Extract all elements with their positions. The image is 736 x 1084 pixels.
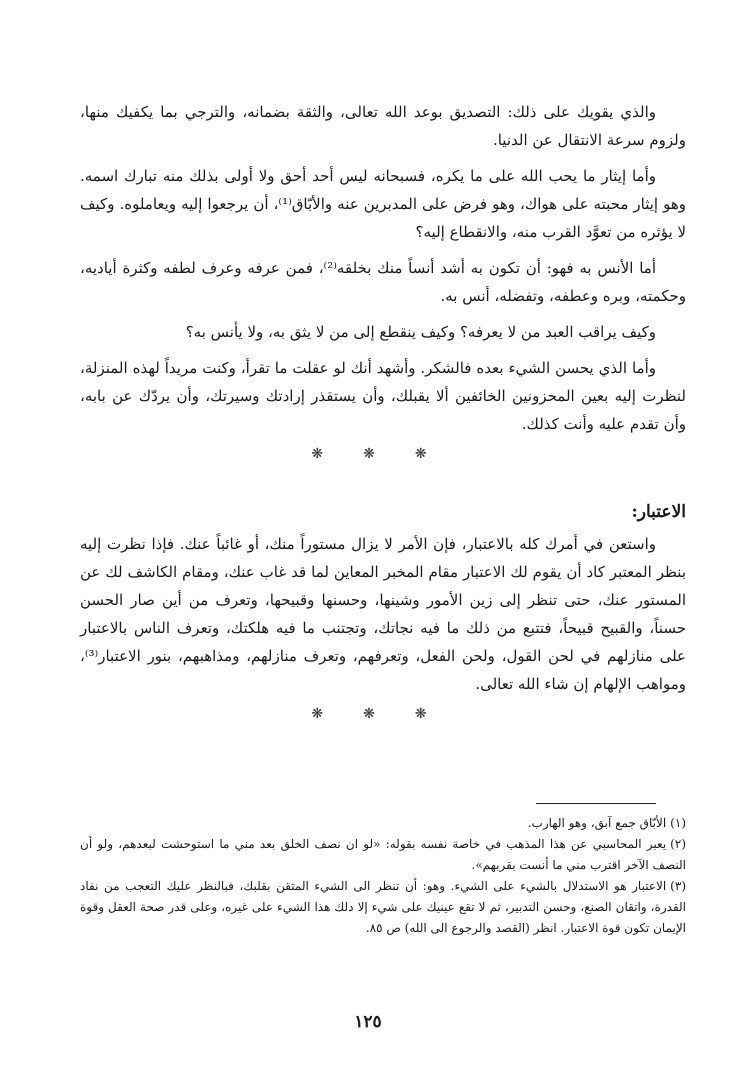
paragraph-4: وكيف يراقب العبد من لا يعرفه؟ وكيف ينقطع إلى من لا يثق به، ولا يأنس به؟ xyxy=(185,323,656,341)
paragraph-5: وأما الذي يحسن الشيء بعده فالشكر. وأشهد أنك لو عقلت ما تقرأ، وكنت مريداً لهذه المنزلة، لنظرت إليه بعين المحزونين الخائفين ألا يقبلك، وأن يستقذر إرادتك وسيرتك، وأن يردّك عن بابه، وأن تقدم عليه وأنت كذلك. xyxy=(80,359,686,433)
footnote-3 xyxy=(80,876,686,939)
star-ornament: ❋ xyxy=(311,446,352,462)
section-separator-2 xyxy=(80,700,686,728)
section-heading: الاعتبار: xyxy=(631,502,686,522)
star-ornament: ❋ xyxy=(414,706,455,722)
paragraph-1: والذي يقويك على ذلك: التصديق بوعد الله تعالى، والثقة بضمانه، والترجي بما يكفيك منها، ولزوم سرعة الانتقال عن الدنيا. xyxy=(80,103,686,149)
section-separator-1 xyxy=(80,440,686,468)
footnote-number: (٢) xyxy=(670,837,686,851)
star-ornament: ❋ xyxy=(414,446,455,462)
paragraph-3: أما الأنس به فهو: أن تكون به أشد أنساً منك بخلقه⁽²⁾، فمن عرفه وعرف لطفه وكثرة أياديه، وحكمته، وبره وعطفه، وتفضله، أنس به. xyxy=(80,259,686,305)
footnote-text: الاعتبار هو الاستدلال بالشيء على الشيء. وهو: أن تنظر الى الشيء المتقن بقلبك، فبالنظر عليك التعجب من نفاد القدرة، واتقان الصنع، وحسن التدبير، ثم لا تقع عينيك على شيء إلا دلك هذا الشيء على غيره، وعلى قدر صحة العقل وقوة الإيمان تكون قوة الاعتبار. انظر (القصد والرجوع الى الله) ص ٨٥. xyxy=(80,879,686,935)
footnote-1 xyxy=(80,813,686,834)
footnote-number: (١) xyxy=(670,816,686,830)
star-ornament: ❋ xyxy=(363,446,403,462)
main-text xyxy=(80,98,686,728)
section-paragraph: واستعن في أمرك كله بالاعتبار، فإن الأمر لا يزال مستوراً منك، أو غائباً عنك. فإذا نظرت إليه بنظر المعتبر كاد أن يقوم لك الاعتبار مقام المخبر المعاين لما قد غاب عنك، ومقام الكاشف لك عن المستور عنك، حتى تنظر إلى زين الأمور وشينها، وحسنها وقبيحها، وتعرف من أين صار الحسن حسناً، والقبيح قبيحاً، فتتبع من ذلك ما فيه نجاتك، وتجتنب ما فيه هلكتك، وتعرف الناس بالاعتبار على منازلهم في لحن القول، ولحن الفعل، وتعرفهم، وتعرف منازلهم، ومذاهبهم، بنور الاعتبار⁽³⁾، ومواهب الإلهام إن شاء الله تعالى. xyxy=(80,535,686,693)
footnote-2 xyxy=(80,834,686,876)
footnote-number: (٣) xyxy=(670,879,686,893)
paragraph-2: وأما إيثار ما يحب الله على ما يكره، فسبحانه ليس أحد أحق ولا أولى بذلك منه تبارك اسمه. وهو إيثار محبته على هواك، وهو فرض على المدبرين عنه والأبّاق⁽¹⁾، أن يرجعوا إليه ويعاملوه. وكيف لا يؤثره من تعوَّد القرب منه، والانقطاع إليه؟ xyxy=(80,167,686,241)
page-number: ١٢٥ xyxy=(354,1012,382,1032)
footnote-text: الأبّاق جمع آبق، وهو الهارب. xyxy=(527,816,667,830)
footnote-text: يعبر المحاسبي عن هذا المذهب في خاصة نفسه بقوله: «لو ان نصف الخلق بعد مني ما استوحشت لبعدهم، ولو أن النصف الآخر اقترب مني ما أنست بقربهم». xyxy=(80,837,686,872)
star-ornament: ❋ xyxy=(363,706,403,722)
footnotes xyxy=(80,813,686,939)
footnote-divider xyxy=(536,803,656,804)
star-ornament: ❋ xyxy=(311,706,352,722)
